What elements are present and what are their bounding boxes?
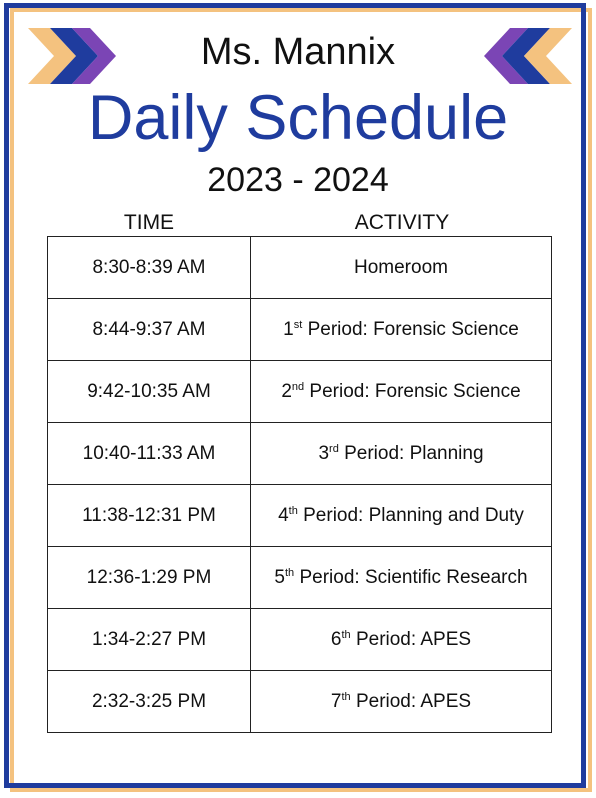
time-cell: 11:38-12:31 PM xyxy=(48,485,251,547)
teacher-name: Ms. Mannix xyxy=(200,31,396,73)
time-cell: 12:36-1:29 PM xyxy=(48,547,251,609)
time-cell: 2:32-3:25 PM xyxy=(48,671,251,733)
school-year: 2023 - 2024 xyxy=(207,161,389,199)
period-number: 5 xyxy=(274,566,285,588)
time-cell: 10:40-11:33 AM xyxy=(48,423,251,485)
column-header-activity: ACTIVITY xyxy=(354,211,450,234)
activity-cell xyxy=(251,671,552,733)
column-header-time: TIME xyxy=(123,211,175,234)
ordinal-suffix: th xyxy=(285,566,295,579)
activity-cell xyxy=(251,237,552,299)
period-number: 2 xyxy=(281,380,292,402)
activity-text: Period: Scientific Research xyxy=(294,566,528,588)
activity-text: Period: Planning and Duty xyxy=(297,504,524,526)
table-row xyxy=(48,361,552,423)
time-cell: 9:42-10:35 AM xyxy=(48,361,251,423)
table-row xyxy=(48,237,552,299)
period-number: 3 xyxy=(318,442,330,464)
activity-cell xyxy=(251,547,552,609)
table-row xyxy=(48,671,552,733)
time-cell: 1:34-2:27 PM xyxy=(48,609,251,671)
period-number: 4 xyxy=(278,504,289,526)
table-row xyxy=(48,485,552,547)
ordinal-suffix: th xyxy=(288,504,298,517)
page-title: Daily Schedule xyxy=(87,83,509,153)
table-row xyxy=(48,423,552,485)
period-number: 6 xyxy=(330,628,342,650)
table-row xyxy=(48,609,552,671)
table-row xyxy=(48,547,552,609)
activity-cell xyxy=(251,423,552,485)
activity-text: Period: APES xyxy=(350,628,472,650)
schedule-table xyxy=(47,236,552,733)
ordinal-suffix: rd xyxy=(329,442,339,455)
activity-text: Period: APES xyxy=(350,690,472,712)
ordinal-suffix: th xyxy=(341,628,351,641)
ordinal-suffix: th xyxy=(341,690,351,703)
table-row xyxy=(48,299,552,361)
period-number: 1 xyxy=(283,318,294,340)
activity-text: Period: Forensic Science xyxy=(304,380,521,402)
activity-text: Period: Forensic Science xyxy=(302,318,519,340)
activity-cell xyxy=(251,485,552,547)
ordinal-suffix: nd xyxy=(291,380,305,393)
period-number: 7 xyxy=(330,690,342,712)
time-cell: 8:30-8:39 AM xyxy=(48,237,251,299)
activity-text: Homeroom xyxy=(354,256,448,278)
ordinal-suffix: st xyxy=(293,318,303,331)
activity-cell xyxy=(251,609,552,671)
activity-cell xyxy=(251,361,552,423)
activity-cell xyxy=(251,299,552,361)
activity-text: Period: Planning xyxy=(338,442,484,464)
time-cell: 8:44-9:37 AM xyxy=(48,299,251,361)
